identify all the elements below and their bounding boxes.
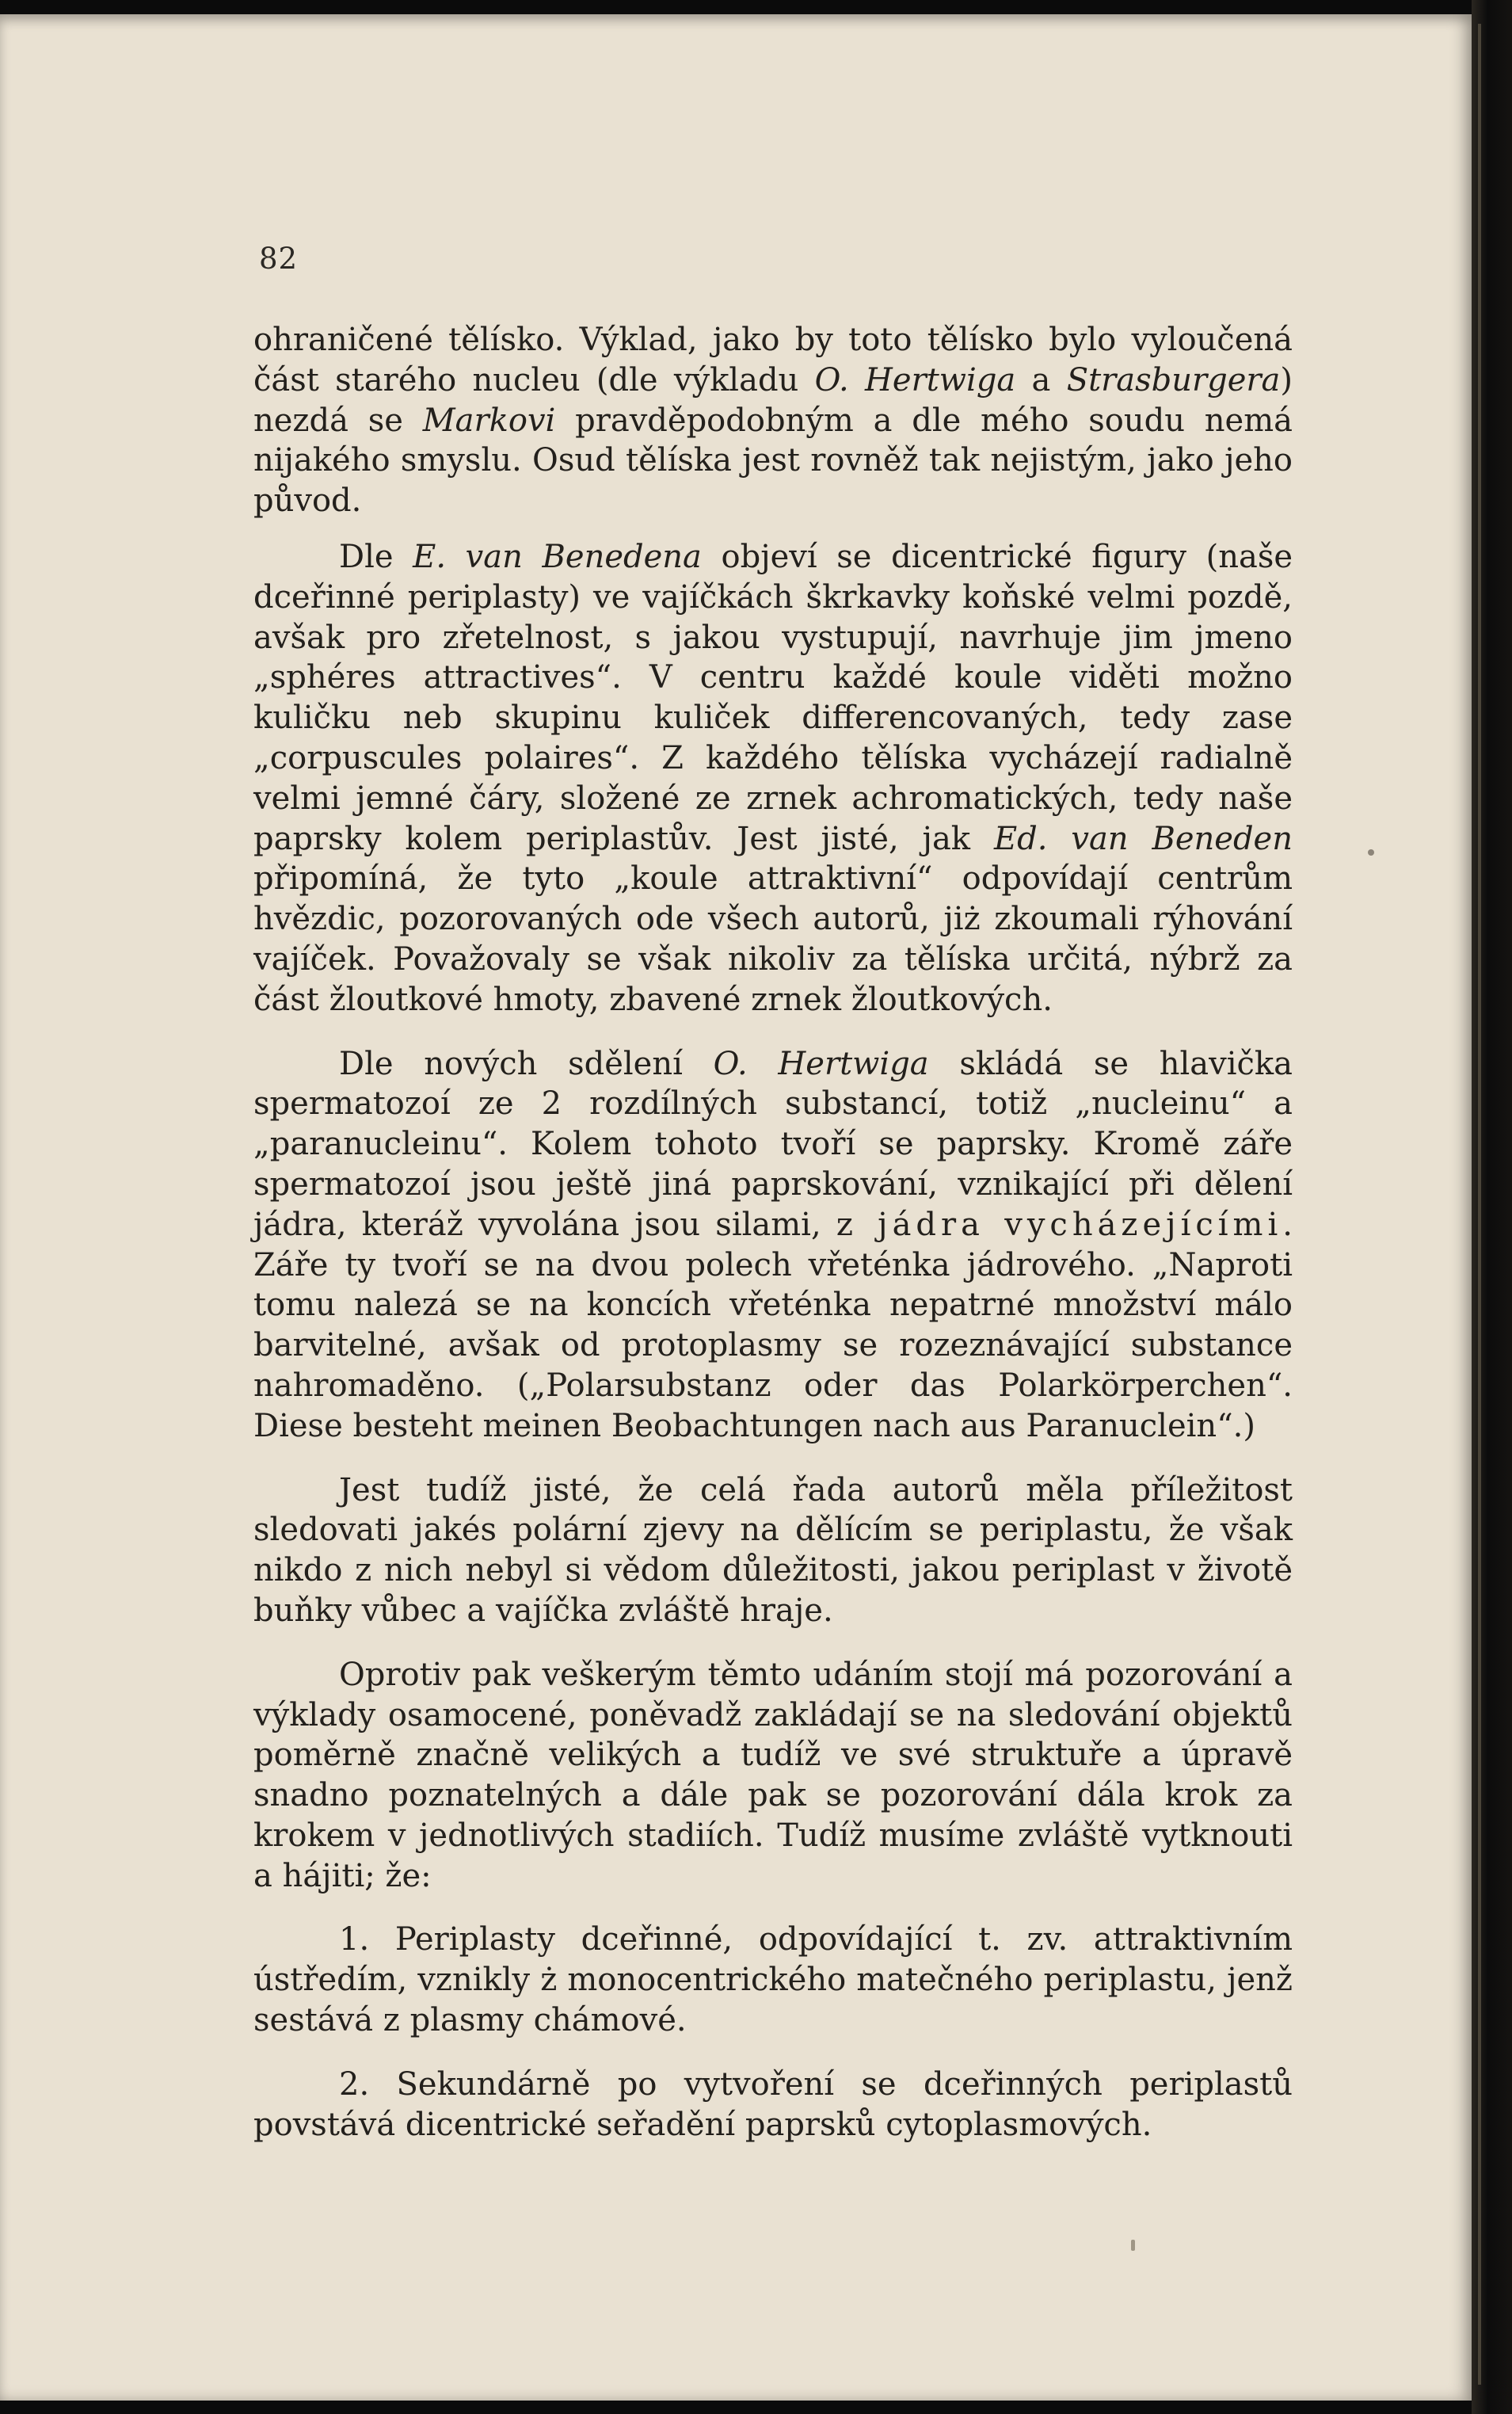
list-item-1 bbox=[253, 1920, 1293, 2040]
text-run: Dle nových sdělení bbox=[339, 1045, 714, 1082]
page-number: 82 bbox=[259, 242, 299, 276]
body-text bbox=[253, 320, 1293, 2145]
text-run: a bbox=[1015, 361, 1067, 399]
paragraph-3 bbox=[253, 1044, 1293, 1447]
text-run: ) nezdá se bbox=[253, 361, 1293, 439]
paper-speck bbox=[1131, 2240, 1135, 2251]
paragraph-4 bbox=[253, 1470, 1293, 1631]
italic-name: Markovi bbox=[422, 402, 556, 439]
text-run: pravděpodobným a dle mého soudu nemá nijakého smyslu. Osud tělíska jest rovněž tak nejistým, jako jeho původ. bbox=[253, 402, 1293, 520]
paragraph-2 bbox=[253, 537, 1293, 1020]
text-run: Oprotiv pak veškerým těmto udáním stojí má pozorování a výklady osamocené, poněvadž zakládají se na sledování objektů poměrně značně velikých a tudíž ve své struktuře a úpravě snadno poznatelných a dále pak se pozorování dála krok za krokem v jednotlivých stadiích. Tudíž musíme zvláště vytknouti a hájiti; že: bbox=[253, 1656, 1293, 1894]
text-run: skládá se hlavička spermatozoí ze 2 rozdílných substancí, totiž „nucleinu“ a „paranucleinu“. Kolem tohoto tvoří se paprsky. Kromě záře spermatozoí jsou ještě jiná paprskování, vznikající při dělení jádra, kteráž vyvolána jsou silami, bbox=[253, 1045, 1293, 1243]
italic-name: Ed. van Beneden bbox=[993, 820, 1293, 857]
list-item-2 bbox=[253, 2065, 1293, 2145]
text-run: 2. Sekundárně po vytvoření se dceřinných periplastů povstává dicentrické seřadění paprsků cytoplasmových. bbox=[253, 2065, 1293, 2143]
italic-name: Strasburgera bbox=[1066, 361, 1281, 399]
paragraph-5 bbox=[253, 1655, 1293, 1897]
text-run: Jest tudíž jisté, že celá řada autorů měla příležitost sledovati jakés polární zjevy na dělícím se periplastu, že však nikdo z nich nebyl si vědom důležitosti, jakou periplast v životě buňky vůbec a vajíčka zvláště hraje. bbox=[253, 1471, 1293, 1629]
text-run: ohraničené tělísko. Výklad, jako by toto tělísko bylo vyloučená část starého nucleu (dle výkladu bbox=[253, 322, 1293, 399]
margin-dot bbox=[1368, 849, 1374, 856]
italic-name: E. van Benedena bbox=[413, 538, 702, 575]
italic-name: O. Hertwiga bbox=[814, 361, 1016, 399]
spaced-emphasis: z jádra vycházejícími bbox=[836, 1206, 1283, 1243]
text-run: připomíná, že tyto „koule attraktivní“ odpovídají centrům hvězdic, pozorovaných ode všech autorů, jiż zkoumali rýhování vajíček. Považovaly se však nikoliv za tělíska určitá, nýbrž za část žloutkové hmoty, zbavené zrnek žloutkových. bbox=[253, 860, 1293, 1018]
text-run: 1. Periplasty dceřinné, odpovídající t. zv. attraktivním ústředím, vznikly ż monocentrického matečného periplastu, jenž sestává z plasmy chámové. bbox=[253, 1921, 1293, 2039]
paragraph-1 bbox=[253, 320, 1293, 521]
italic-name: O. Hertwiga bbox=[713, 1045, 929, 1082]
binding-line bbox=[1478, 24, 1481, 2385]
text-run: objeví se dicentrické figury (naše dceřinné periplasty) ve vajíčkách škrkavky koňské velmi pozdě, avšak pro zřetelnost, s jakou vystupují, navrhuje jim jmeno „sphéres attractives“. V centru každé koule viděti možno kuličku neb skupinu kuliček differencovaných, tedy zase „corpuscules polaires“. Z každého tělíska vycházejí radialně velmi jemné čáry, složené ze zrnek achromatických, tedy naše paprsky kolem periplastův. Jest jisté, jak bbox=[253, 538, 1293, 857]
text-run: . Záře ty tvoří se na dvou polech vřeténka jádrového. „Naproti tomu nalezá se na koncích vřeténka nepatrné množství málo barvitelné, avšak od protoplasmy se rozeznávající substance nahromaděno. („Polarsubstanz oder das Polarkörperchen“. Diese besteht meinen Beobachtungen nach aus Paranuclein“.) bbox=[253, 1206, 1293, 1444]
text-run: Dle bbox=[339, 538, 413, 575]
